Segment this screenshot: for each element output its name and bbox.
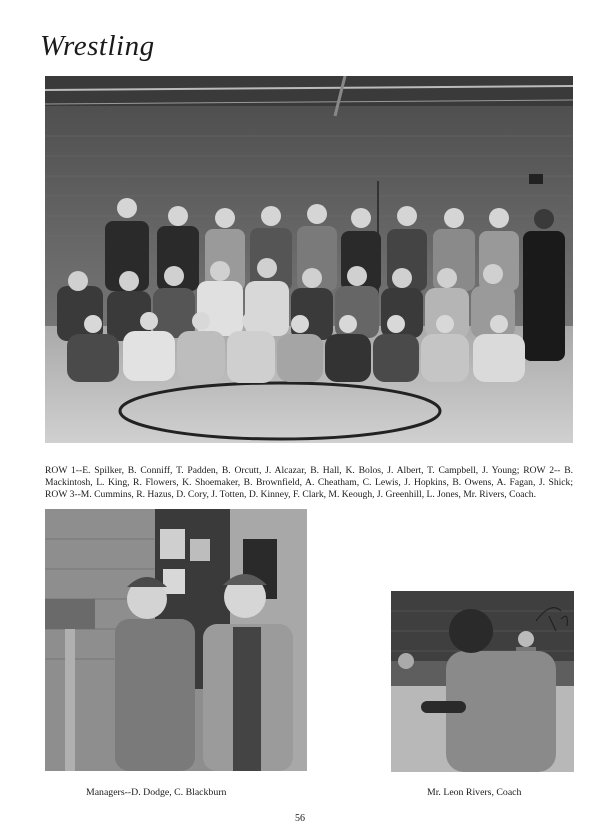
- managers-photo: [45, 509, 307, 771]
- coach-caption: Mr. Leon Rivers, Coach: [427, 787, 522, 798]
- page-title: Wrestling: [40, 30, 155, 62]
- team-roster-caption: ROW 1--E. Spilker, B. Conniff, T. Padden, B. Orcutt, J. Alcazar, B. Hall, K. Bolos, J. Albert, T. Campbell, J. Young; ROW 2-- B. Mackintosh, L. King, R. Flowers, K. Shoemaker, B. Brownfield, A. Cheatham, C. Lewis, J. Hopkins, B. Owens, A. Fagan, J. Shick; ROW 3--M. Cummins, R. Hazus, D. Cory, J. Totten, D. Kinney, F. Clark, M. Keough, J. Greenhill, L. Jones, Mr. Rivers, Coach.: [45, 464, 573, 500]
- page-number: 56: [295, 813, 305, 824]
- coach-photo: [391, 591, 574, 772]
- team-photo: [45, 76, 573, 443]
- managers-caption: Managers--D. Dodge, C. Blackburn: [86, 787, 227, 798]
